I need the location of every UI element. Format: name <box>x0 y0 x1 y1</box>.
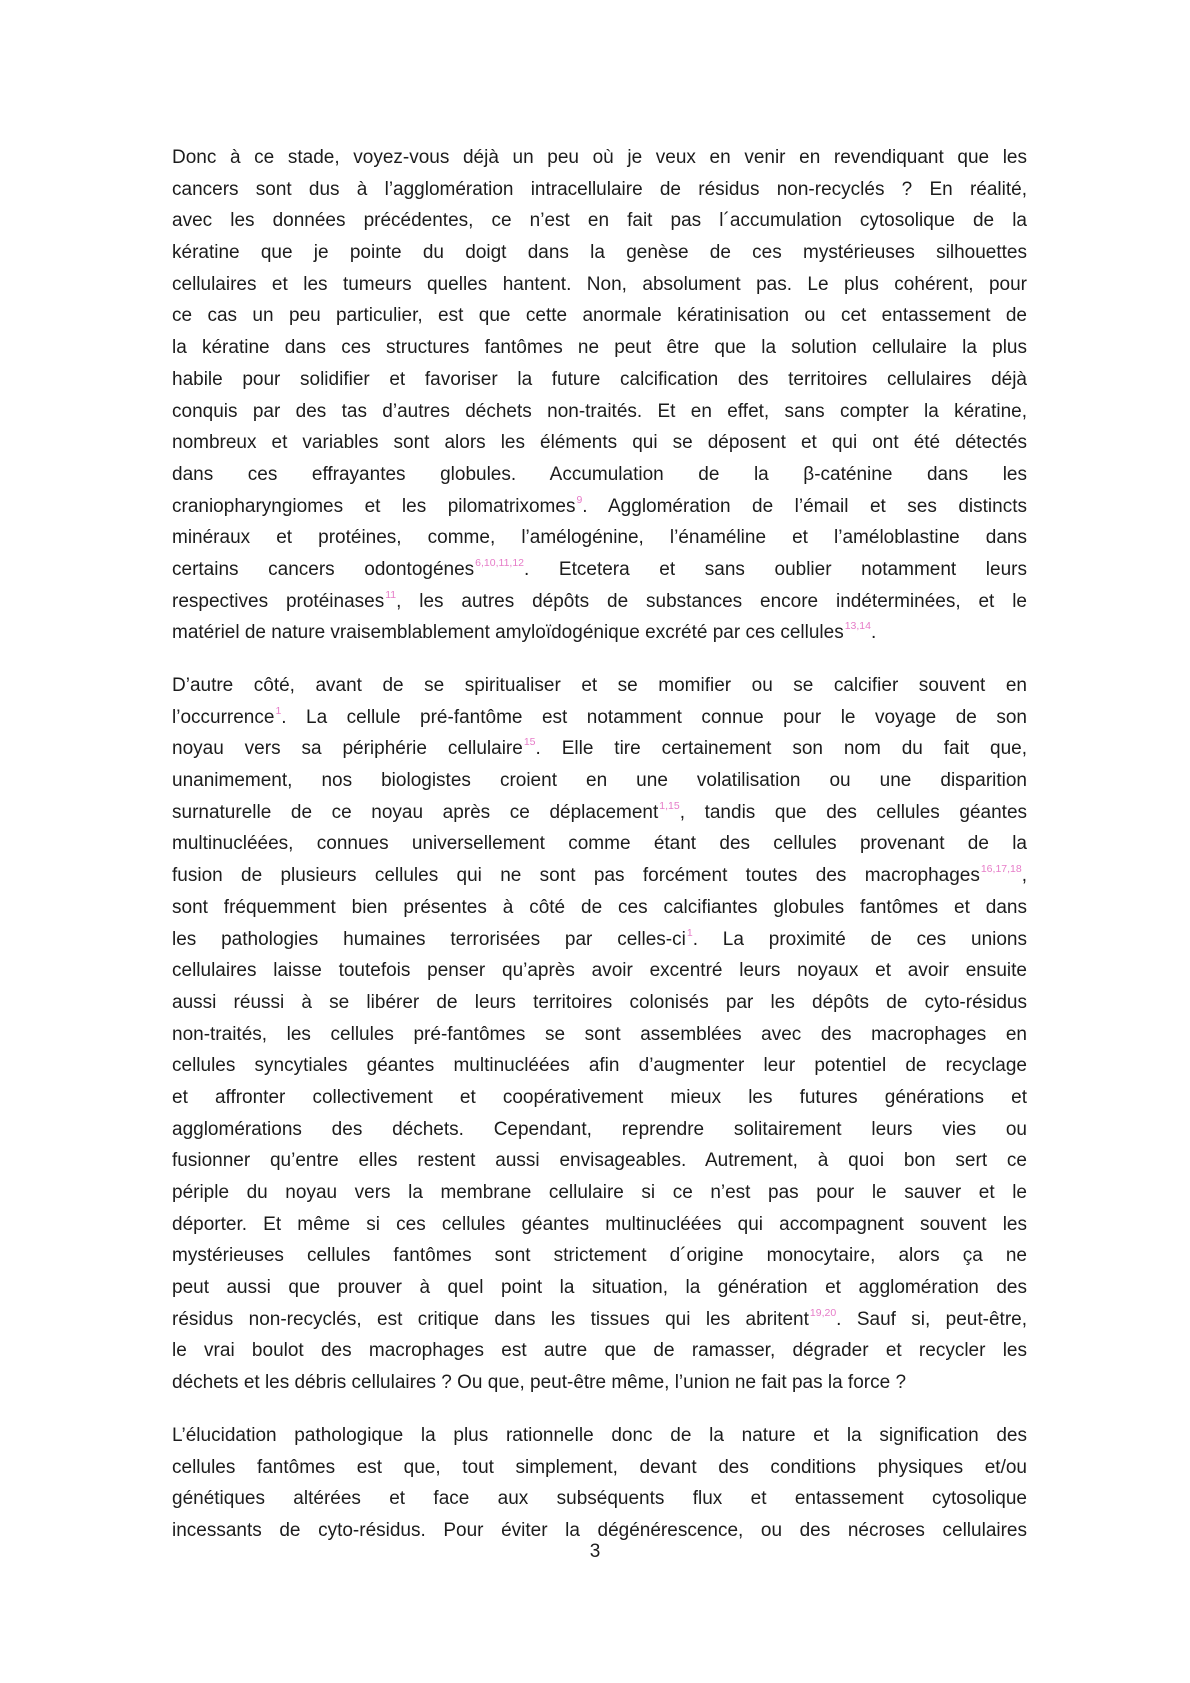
text-run: certains cancers odontogénes <box>172 558 475 580</box>
document-body <box>172 142 1027 1568</box>
text-line <box>172 924 1027 956</box>
body-paragraph <box>172 670 1027 1399</box>
citation-superscript: 13,14 <box>844 620 871 633</box>
page-number: 3 <box>589 1541 601 1562</box>
text-line <box>172 332 1027 364</box>
text-run: L’élucidation pathologique la plus rationnelle donc de la nature et la signification des <box>172 1424 1027 1446</box>
text-run: matériel de nature vraisemblablement amyloïdogénique excrété par ces cellules <box>172 622 844 644</box>
text-line <box>172 1114 1027 1146</box>
text-line <box>172 205 1027 237</box>
text-line <box>172 554 1027 586</box>
text-line <box>172 617 1027 649</box>
text-line <box>172 828 1027 860</box>
text-run: sont fréquemment bien présentes à côté de ces calcifiantes globules fantômes et dans <box>172 896 1027 918</box>
text-line <box>172 396 1027 428</box>
text-run: minéraux et protéines, comme, l’amélogénine, l’énaméline et l’améloblastine dans <box>172 527 1027 549</box>
text-line <box>172 892 1027 924</box>
text-line <box>172 427 1027 459</box>
citation-superscript: 9 <box>576 493 583 506</box>
text-run: , <box>1021 865 1027 887</box>
text-run: surnaturelle de ce noyau après ce déplacement <box>172 801 659 823</box>
text-run: nombreux et variables sont alors les éléments qui se déposent et qui ont été détectés <box>172 432 1027 454</box>
text-line <box>172 987 1027 1019</box>
text-run: le vrai boulot des macrophages est autre que de ramasser, dégrader et recycler les <box>172 1340 1027 1362</box>
text-run: noyau vers sa périphérie cellulaire <box>172 738 523 760</box>
text-line <box>172 797 1027 829</box>
text-run: . Elle tire certainement son nom du fait que, <box>535 738 1027 760</box>
text-line <box>172 1335 1027 1367</box>
text-run: déchets et les débris cellulaires ? Ou que, peut-être même, l’union ne fait pas la force ? <box>172 1372 907 1394</box>
text-line <box>172 1420 1027 1452</box>
text-run: craniopharyngiomes et les pilomatrixomes <box>172 495 576 517</box>
text-run: agglomérations des déchets. Cependant, reprendre solitairement leurs vies ou <box>172 1118 1027 1140</box>
text-line <box>172 269 1027 301</box>
text-line <box>172 1177 1027 1209</box>
text-run: fusion de plusieurs cellules qui ne sont pas forcément toutes des macrophages <box>172 865 980 887</box>
text-run: cellules syncytiales géantes multinucléées afin d’augmenter leur potentiel de recyclage <box>172 1055 1027 1077</box>
text-run: cellulaires laisse toutefois penser qu’après avoir excentré leurs noyaux et avoir ensuite <box>172 960 1027 982</box>
text-line <box>172 174 1027 206</box>
text-line <box>172 522 1027 554</box>
text-run: D’autre côté, avant de se spiritualiser et se momifier ou se calcifier souvent en <box>172 675 1027 696</box>
text-run: non-traités, les cellules pré-fantômes se sont assemblées avec des macrophages en <box>172 1023 1027 1045</box>
text-run: habile pour solidifier et favoriser la future calcification des territoires cellulaires déjà <box>172 368 1027 390</box>
text-line <box>172 1452 1027 1484</box>
text-run: l’occurrence <box>172 706 275 728</box>
text-line <box>172 1145 1027 1177</box>
text-line <box>172 733 1027 765</box>
text-run: cellulaires et les tumeurs quelles hantent. Non, absolument pas. Le plus cohérent, pour <box>172 273 1027 295</box>
text-line <box>172 860 1027 892</box>
text-line <box>172 765 1027 797</box>
text-run: peut aussi que prouver à quel point la situation, la génération et agglomération des <box>172 1277 1027 1299</box>
text-run: incessants de cyto-résidus. Pour éviter la dégénérescence, ou des nécroses cellulaires <box>172 1519 1027 1541</box>
text-line <box>172 491 1027 523</box>
text-run: résidus non-recyclés, est critique dans les tissues qui les abritent <box>172 1308 809 1330</box>
text-run: et affronter collectivement et coopérativement mieux les futures générations et <box>172 1086 1027 1108</box>
text-line <box>172 459 1027 491</box>
citation-superscript: 1 <box>686 926 693 939</box>
text-run: conquis par des tas d’autres déchets non-traités. Et en effet, sans compter la kératine, <box>172 400 1027 422</box>
text-run: , tandis que des cellules géantes <box>679 801 1028 823</box>
text-run: Donc à ce stade, voyez-vous déjà un peu où je veux en venir en revendiquant que les <box>172 147 1027 168</box>
text-run: respectives protéinases <box>172 590 385 612</box>
text-line <box>172 1483 1027 1515</box>
citation-superscript: 1 <box>275 704 282 717</box>
text-run: la kératine dans ces structures fantômes ne peut être que la solution cellulaire la plus <box>172 337 1027 359</box>
text-line <box>172 1240 1027 1272</box>
text-line <box>172 237 1027 269</box>
text-run: mystérieuses cellules fantômes sont strictement d´origine monocytaire, alors ça ne <box>172 1245 1027 1267</box>
body-paragraph <box>172 142 1027 649</box>
text-line <box>172 300 1027 332</box>
text-line <box>172 1367 1027 1399</box>
citation-superscript: 1,15 <box>659 799 680 812</box>
text-run: cellules fantômes est que, tout simplement, devant des conditions physiques et/ou <box>172 1456 1027 1478</box>
citation-superscript: 6,10,11,12 <box>475 557 525 570</box>
text-run: . La proximité de ces unions <box>692 928 1028 950</box>
text-run: kératine que je pointe du doigt dans la genèse de ces mystérieuses silhouettes <box>172 242 1027 264</box>
text-run: fusionner qu’entre elles restent aussi envisageables. Autrement, à quoi bon sert ce <box>172 1150 1027 1172</box>
text-line <box>172 955 1027 987</box>
text-run: les pathologies humaines terrorisées par celles-ci <box>172 928 686 950</box>
text-line <box>172 670 1027 702</box>
text-line <box>172 702 1027 734</box>
text-line <box>172 1082 1027 1114</box>
text-line <box>172 1019 1027 1051</box>
text-run: , les autres dépôts de substances encore indéterminées, et le <box>396 590 1027 612</box>
text-run: . La cellule pré-fantôme est notamment connue pour le voyage de son <box>281 706 1027 728</box>
text-run: . Agglomération de l’émail et ses distincts <box>582 495 1027 517</box>
text-line <box>172 1272 1027 1304</box>
text-line <box>172 1304 1027 1336</box>
text-run: avec les données précédentes, ce n’est en fait pas l´accumulation cytosolique de la <box>172 210 1027 232</box>
text-run: génétiques altérées et face aux subséquents flux et entassement cytosolique <box>172 1488 1027 1510</box>
text-run: périple du noyau vers la membrane cellulaire si ce n’est pas pour le sauver et le <box>172 1182 1027 1203</box>
text-run: aussi réussi à se libérer de leurs territoires colonisés par les dépôts de cyto-résidus <box>172 991 1027 1013</box>
text-run: ce cas un peu particulier, est que cette anormale kératinisation ou cet entassement de <box>172 305 1027 327</box>
citation-superscript: 11 <box>385 588 397 601</box>
text-line <box>172 364 1027 396</box>
citation-superscript: 15 <box>523 736 536 749</box>
text-run: . Etcetera et sans oublier notamment leurs <box>524 558 1027 580</box>
text-line <box>172 1209 1027 1241</box>
text-line <box>172 142 1027 174</box>
citation-superscript: 19,20 <box>809 1306 837 1319</box>
text-run: . Sauf si, peut-être, <box>836 1308 1027 1330</box>
text-run: . <box>870 622 877 644</box>
body-paragraph <box>172 1420 1027 1547</box>
text-run: cancers sont dus à l’agglomération intracellulaire de résidus non-recyclés ? En réalité, <box>172 178 1027 200</box>
text-line <box>172 586 1027 618</box>
citation-superscript: 16,17,18 <box>980 863 1022 876</box>
text-run: dans ces effrayantes globules. Accumulation de la β-caténine dans les <box>172 463 1027 485</box>
text-run: déporter. Et même si ces cellules géantes multinucléées qui accompagnent souvent les <box>172 1213 1027 1235</box>
text-run: multinucléées, connues universellement comme étant des cellules provenant de la <box>172 833 1027 855</box>
text-line <box>172 1050 1027 1082</box>
text-run: unanimement, nos biologistes croient en une volatilisation ou une disparition <box>172 770 1027 792</box>
